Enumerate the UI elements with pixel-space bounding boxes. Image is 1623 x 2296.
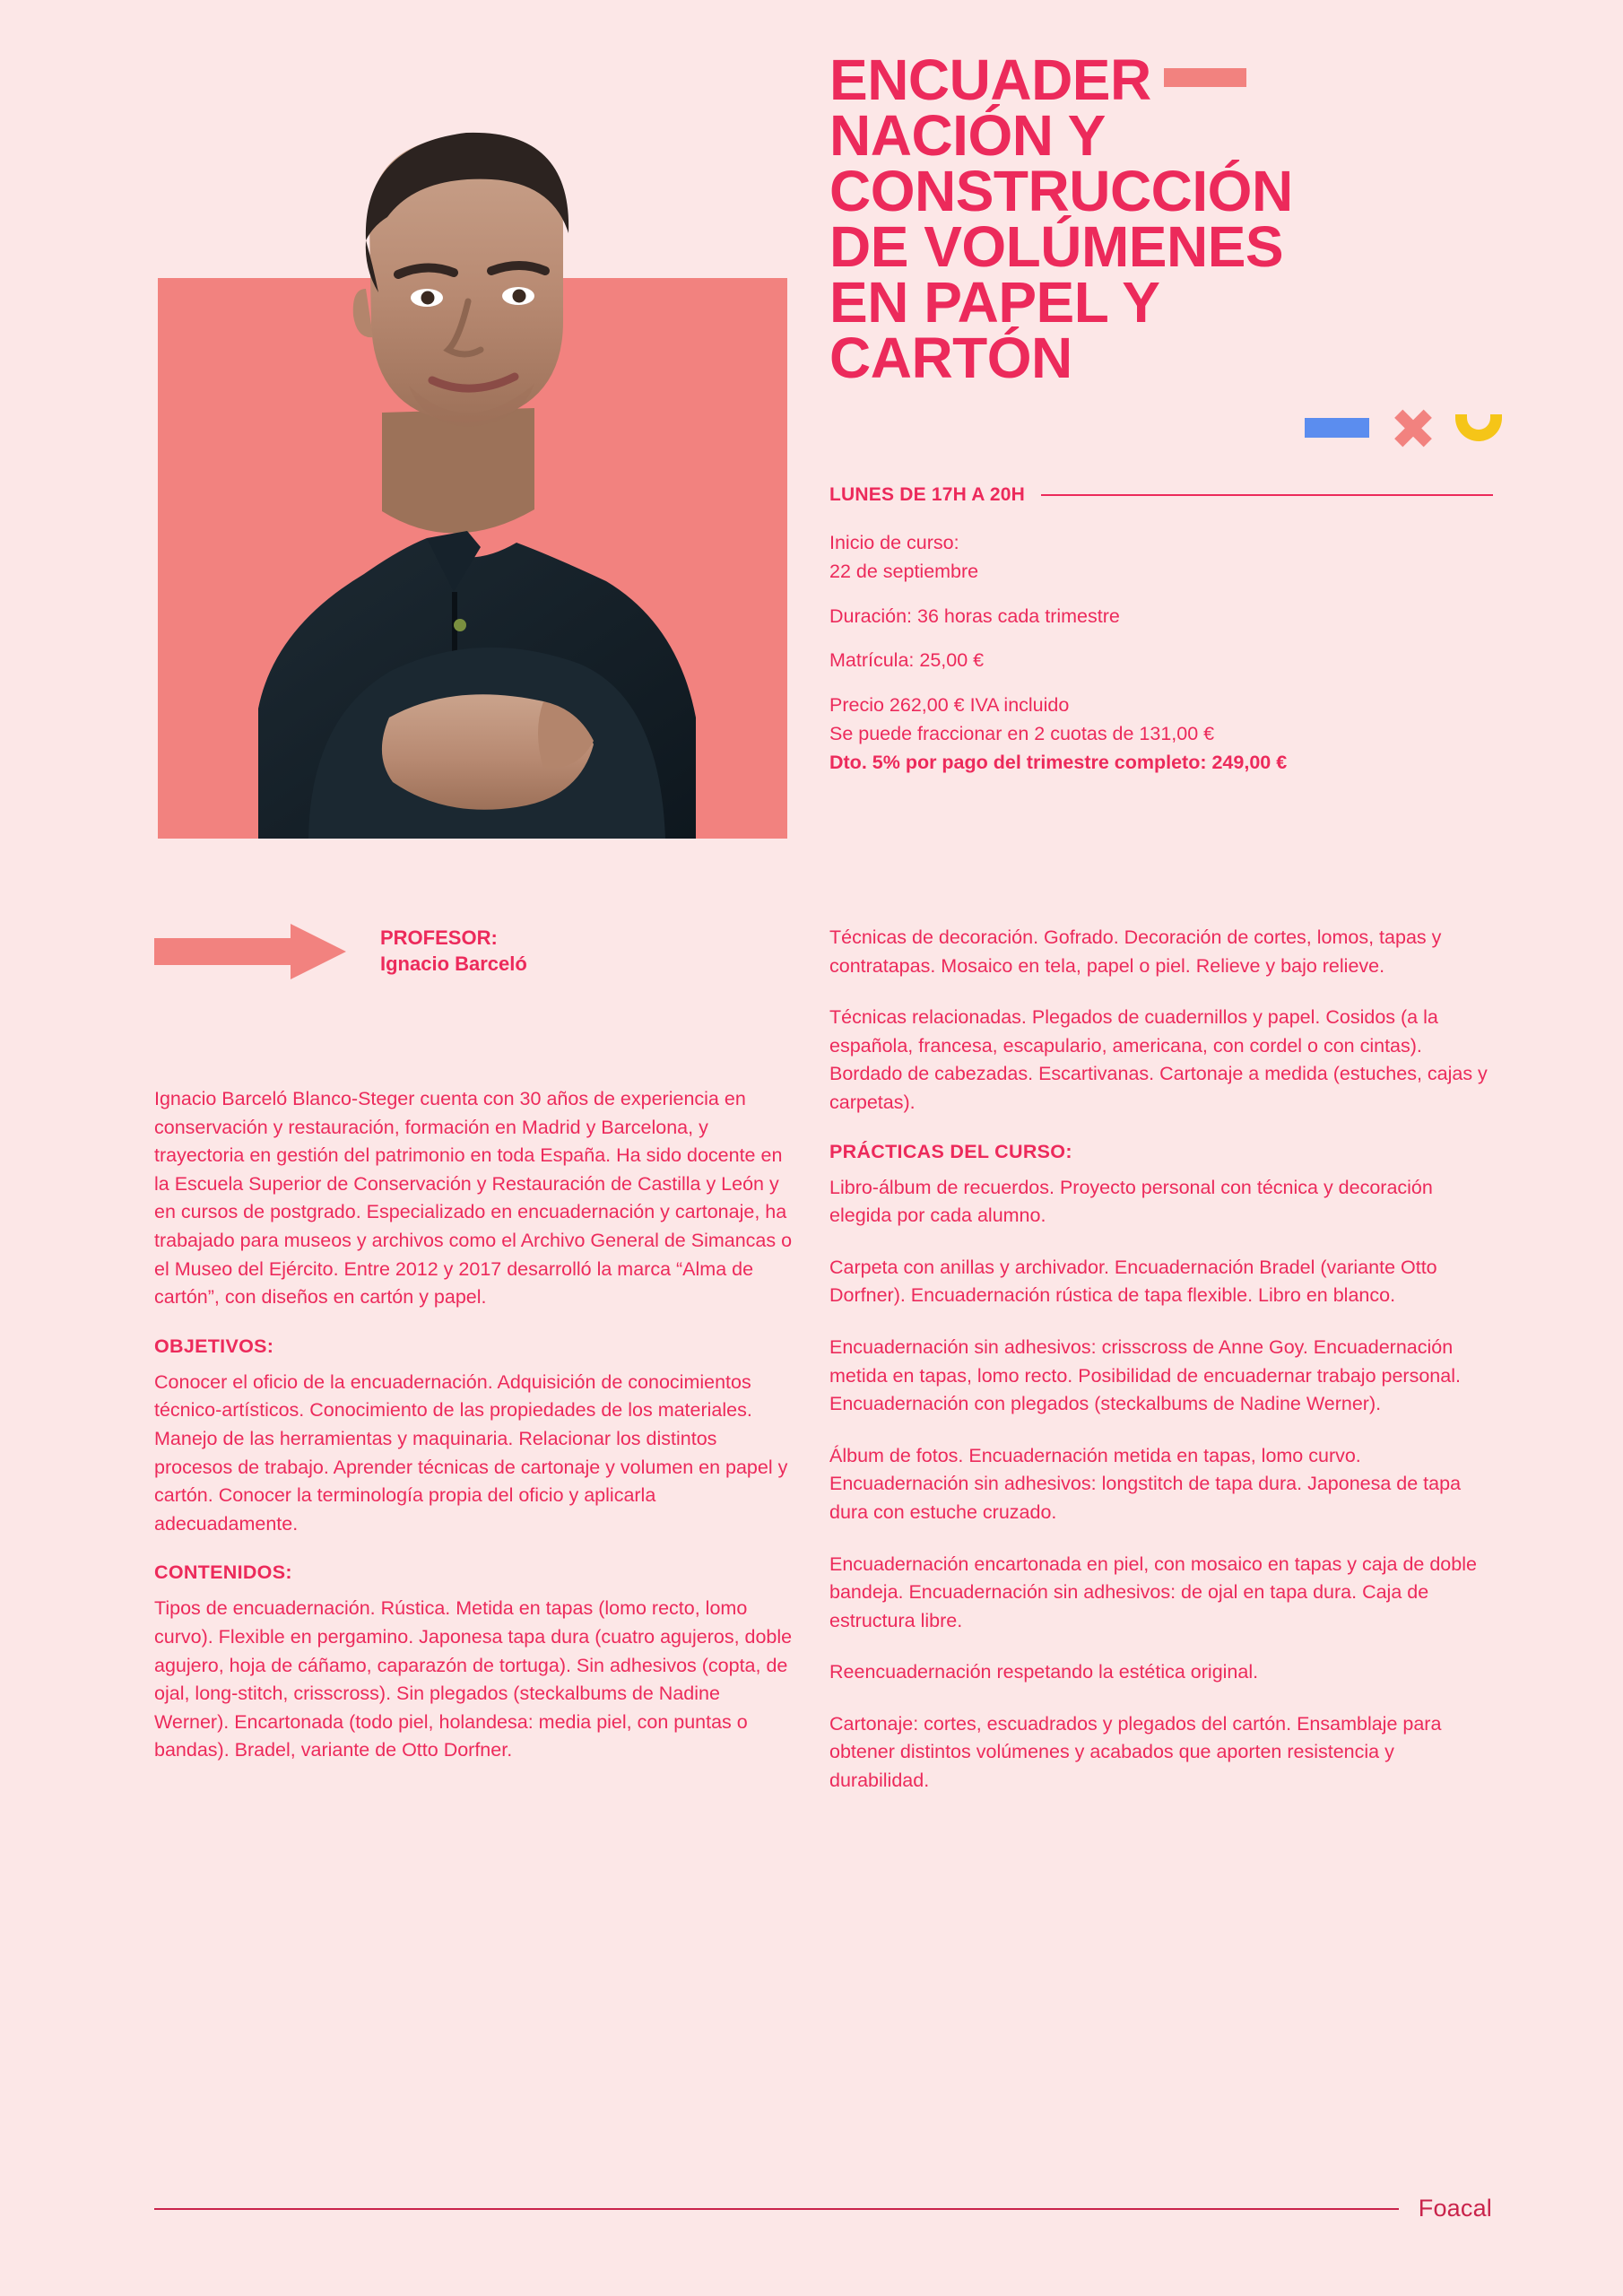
poster-title	[829, 48, 1493, 391]
title-line-5: EN PAPEL Y	[829, 270, 1160, 335]
contenidos-text: Tipos de encuadernación. Rústica. Metida en tapas (lomo recto, lomo curvo). Flexible en pergamino. Japonesa tapa dura (cuatro agujeros, doble agujero, hoja de cáñamo, caparazón de tortuga). Sin adhesivos (copta, de ojal, long-stitch, crisscross). Sin plegados (steckalbums de Nadine Werner). Encartonada (todo piel, holandesa: media piel, con puntas o bandas). Bradel, variante de Otto Dorfner.	[154, 1597, 793, 1761]
title-line-3: CONSTRUCCIÓN	[829, 159, 1293, 224]
right-column	[829, 924, 1493, 1819]
practicas-heading: PRÁCTICAS DEL CURSO:	[829, 1140, 1072, 1162]
practica-item: Carpeta con anillas y archivador. Encuadernación Bradel (variante Otto Dorfner). Encuadernación rústica de tapa flexible. Libro en blanco.	[829, 1256, 1437, 1307]
tecnicas-relacionadas-text: Técnicas relacionadas. Plegados de cuadernillos y papel. Cosidos (a la española, francesa, escapulario, americana, con cordel o con cintas). Bordado de cabezadas. Escartivanas. Cartonaje a medida (estuches, cajas y carpetas).	[829, 1006, 1488, 1113]
practica-item: Reencuadernación respetando la estética original.	[829, 1661, 1259, 1683]
objetivos-text: Conocer el oficio de la encuadernación. Adquisición de conocimientos técnico-artísticos. Conocimiento de las propiedades de los materiales. Manejo de las herramientas y maquinaria. Relacionar los distintos procesos de trabajo. Aprender técnicas de cartonaje y volumen en papel y cartón. Conocer la terminología propia del oficio y aplicarla adecuadamente.	[154, 1370, 788, 1535]
practica-item: Encuadernación encartonada en piel, con mosaico en tapas y caja de doble bandeja. Encuadernación sin adhesivos: de ojal en tapa dura. Caja de estructura libre.	[829, 1552, 1477, 1631]
practica-item: Álbum de fotos. Encuadernación metida en tapas, lomo curvo. Encuadernación sin adhesivos: longstitch de tapa dura. Japonesa de tapa dura con estuche cruzado.	[829, 1444, 1462, 1523]
title-line-2: NACIÓN Y	[829, 103, 1106, 169]
blue-bar-icon	[1305, 418, 1369, 438]
professor-bio: Ignacio Barceló Blanco-Steger cuenta con 30 años de experiencia en conservación y restauración, formación en Madrid y Barcelona, y trayectoria en gestión del patrimonio en toda España. Ha sido docente en la Escuela Superior de Conservación y Restauración de Castilla y León y en cursos de postgrado. Especializado en encuadernación y cartonaje, ha trabajado para museos y archivos como el Archivo General de Simancas o el Museo del Ejército. Entre 2012 y 2017 desarrolló la marca “Alma de cartón”, con diseños en cartón y papel.	[154, 1088, 793, 1309]
course-start	[829, 529, 1493, 587]
objetivos-heading: OBJETIVOS:	[154, 1335, 274, 1357]
course-price: Precio 262,00 € IVA incluido	[829, 694, 1070, 717]
footer	[154, 2195, 1492, 2222]
schedule-label: LUNES DE 17H A 20H	[829, 484, 1025, 505]
course-start-label: Inicio de curso:	[829, 532, 959, 553]
contenidos-heading: CONTENIDOS:	[154, 1561, 292, 1584]
tecnicas-decoracion-text: Técnicas de decoración. Gofrado. Decoración de cortes, lomos, tapas y contratapas. Mosaico en tela, papel o piel. Relieve y bajo relieve.	[829, 926, 1442, 977]
title-line-4: DE VOLÚMENES	[829, 214, 1284, 280]
professor-label: PROFESOR:	[380, 926, 498, 950]
title-line-1: ENCUADER	[829, 52, 1493, 108]
dash-decoration	[1164, 68, 1246, 87]
footer-divider	[154, 2208, 1399, 2210]
course-enrollment: Matrícula: 25,00 €	[829, 649, 985, 672]
hero-section	[0, 0, 1623, 906]
instructor-portrait	[158, 90, 787, 839]
course-installments: Se puede fraccionar en 2 cuotas de 131,00 €	[829, 723, 1215, 745]
course-info	[829, 529, 1493, 778]
schedule-divider	[1041, 494, 1493, 496]
practica-item: Cartonaje: cortes, escuadrados y plegados del cartón. Ensamblaje para obtener distintos volúmenes y acabados que aporten resistencia y durabilidad.	[829, 1712, 1442, 1792]
professor-block	[154, 924, 793, 979]
foacal-logo: Foacal	[1418, 2195, 1492, 2222]
schedule-row	[829, 484, 1493, 506]
practica-item: Encuadernación sin adhesivos: crisscross de Anne Goy. Encuadernación metida en tapas, lomo recto. Posibilidad de encuadernar trabajo personal. Encuadernación con plegados (steckalbums de Nadine Werner).	[829, 1335, 1461, 1415]
practica-item: Libro-álbum de recuerdos. Proyecto personal con técnica y decoración elegida por cada alumno.	[829, 1176, 1433, 1227]
professor-info	[380, 926, 527, 977]
course-start-date: 22 de septiembre	[829, 560, 979, 582]
professor-name: Ignacio Barceló	[380, 952, 527, 975]
arrow-right-icon	[154, 924, 360, 979]
course-duration: Duración: 36 horas cada trimestre	[829, 604, 1120, 627]
course-pricing	[829, 691, 1493, 777]
left-column	[154, 924, 793, 1788]
title-line-6: CARTÓN	[829, 326, 1072, 391]
decoration-shapes	[1305, 408, 1502, 448]
x-mark-icon	[1393, 408, 1432, 448]
u-smile-icon	[1455, 414, 1502, 441]
course-discount: Dto. 5% por pago del trimestre completo: 249,00 €	[829, 751, 1288, 773]
